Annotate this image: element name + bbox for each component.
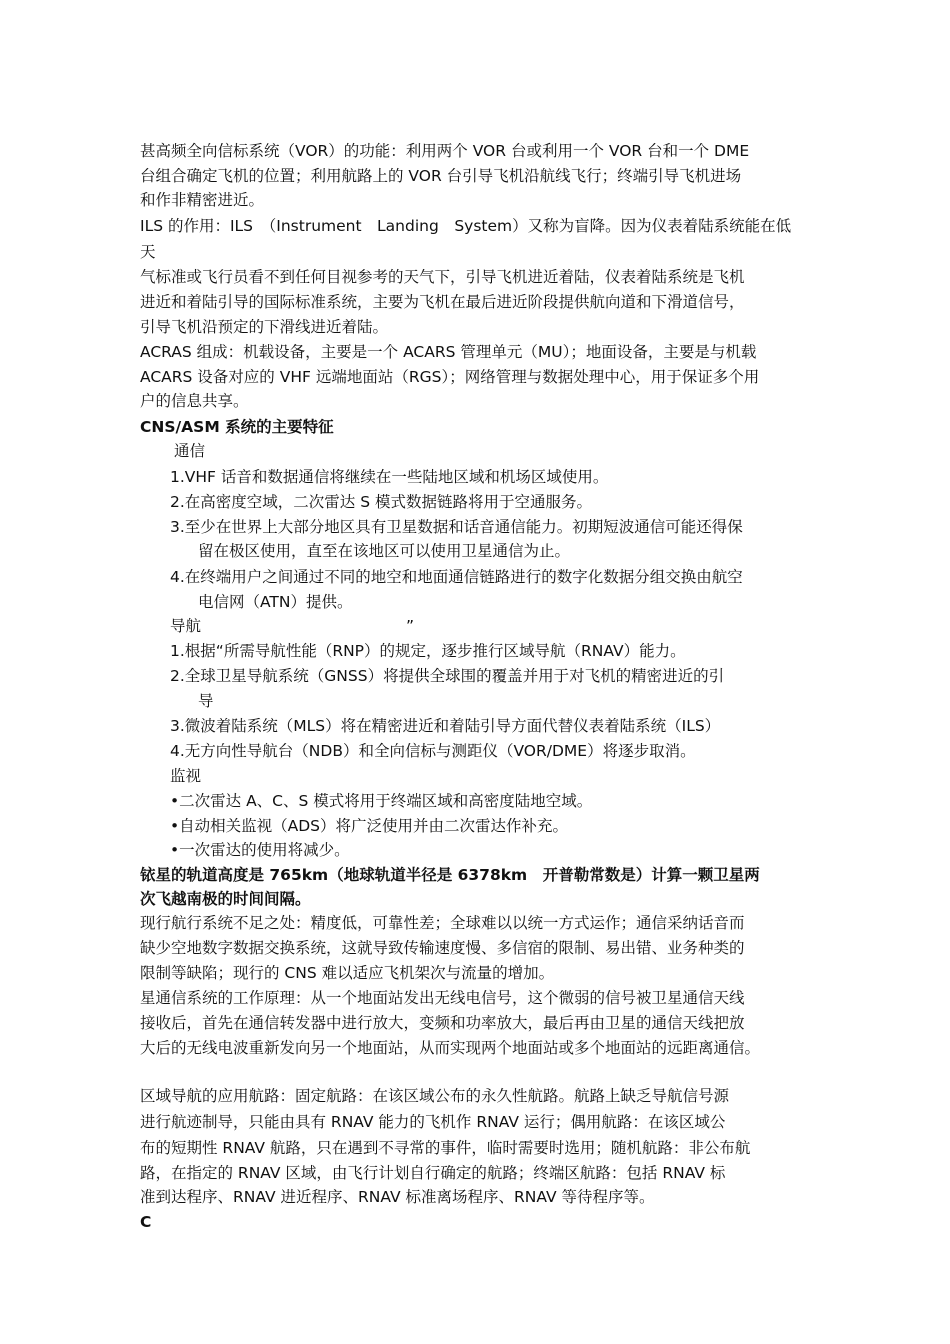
ils-text-line: 引导飞机沿预定的下滑线进近着陆。 [140, 318, 389, 336]
comm-subheading: 通信 [174, 442, 206, 460]
nav-item: 2.全球卫星导航系统（GNSS）将提供全球围的覆盖并用于对飞机的精密进近的引 [170, 667, 725, 685]
comm-item-continuation: 留在极区使用，直至在该地区可以使用卫星通信为止。 [198, 542, 571, 560]
comm-item: 3.至少在世界上大部分地区具有卫星数据和话音通信能力。初期短波通信可能还得保 [170, 518, 743, 536]
ils-text-line: 气标准或飞行员看不到任何目视参考的天气下，引导飞机进近着陆，仪表着陆系统是飞机 [140, 268, 745, 286]
nav-item: 1.根据“所需导航性能（RNP）的规定，逐步推行区域导航（RNAV）能力。 [170, 642, 686, 660]
nav-subheading: 导航 [170, 617, 202, 635]
surv-item: •自动相关监视（ADS）将广泛使用并由二次雷达作补充。 [170, 817, 569, 835]
rnav-text-line: 区域导航的应用航路：固定航路：在该区域公布的永久性航路。航路上缺乏导航信号源 [140, 1087, 730, 1105]
ils-text-line: 进近和着陆引导的国际标准系统，主要为飞机在最后进近阶段提供航向道和下滑道信号， [140, 293, 745, 311]
shortcomings-text-line: 缺少空地数字数据交换系统，这就导致传输速度慢、多信宿的限制、易出错、业务种类的 [140, 939, 745, 957]
nav-item: 4.无方向性导航台（NDB）和全向信标与测距仪（VOR/DME）将逐步取消。 [170, 742, 696, 760]
comm-item: 2.在高密度空域，二次雷达 S 模式数据链路将用于空通服务。 [170, 493, 592, 511]
nav-item-continuation: 导 [198, 692, 214, 710]
stray-quote-mark: ” [406, 617, 415, 635]
acars-text-line: ACARS 设备对应的 VHF 远端地面站（RGS）；网络管理与数据处理中心，用于保证多个用 [140, 368, 760, 386]
cns-heading: CNS/ASM 系统的主要特征 [140, 418, 334, 436]
comm-item: 4.在终端用户之间通过不同的地空和地面通信链路进行的数字化数据分组交换由航空 [170, 568, 743, 586]
shortcomings-text-line: 现行航行系统不足之处：精度低，可靠性差；全球难以以统一方式运作；通信采纳话音而 [140, 914, 745, 932]
shortcomings-text-line: 限制等缺陷；现行的 CNS 难以适应飞机架次与流量的增加。 [140, 964, 555, 982]
satcom-text-line: 接收后，首先在通信转发器中进行放大，变频和功率放大，最后再由卫星的通信天线把放 [140, 1014, 745, 1032]
rnav-text-line: 准到达程序、RNAV 进近程序、RNAV 标准离场程序、RNAV 等待程序等。 [140, 1188, 655, 1206]
vor-text-line: 甚高频全向信标系统（VOR）的功能：利用两个 VOR 台或利用一个 VOR 台和一个 DME [140, 142, 750, 160]
vor-text-line: 和作非精密进近。 [140, 191, 265, 209]
section-letter: C [140, 1213, 152, 1231]
comm-item-continuation: 电信网（ATN）提供。 [198, 593, 353, 611]
rnav-text-line: 进行航迹制导，只能由具有 RNAV 能力的飞机作 RNAV 运行；偶用航路：在该区域公 [140, 1113, 726, 1131]
acars-text-line: ACRAS 组成：机载设备，主要是一个 ACARS 管理单元（MU）；地面设备，主要是与机载 [140, 343, 757, 361]
surv-item: •二次雷达 A、C、S 模式将用于终端区域和高密度陆地空域。 [170, 792, 593, 810]
iridium-question: 次飞越南极的时间间隔。 [140, 890, 311, 908]
ils-text-line: 天 [140, 243, 156, 261]
rnav-text-line: 布的短期性 RNAV 航路，只在遇到不寻常的事件，临时需要时选用；随机航路：非公布航 [140, 1139, 751, 1157]
nav-item: 3.微波着陆系统（MLS）将在精密进近和着陆引导方面代替仪表着陆系统（ILS） [170, 717, 721, 735]
ils-text-line: ILS 的作用：ILS （Instrument Landing System）又称为盲降。因为仪表着陆系统能在低 [140, 217, 792, 235]
satcom-text-line: 大后的无线电波重新发向另一个地面站，从而实现两个地面站或多个地面站的远距离通信。 [140, 1039, 761, 1057]
rnav-text-line: 路，在指定的 RNAV 区域，由飞行计划自行确定的航路；终端区航路：包括 RNAV 标 [140, 1164, 726, 1182]
acars-text-line: 户的信息共享。 [140, 392, 249, 410]
iridium-question: 铱星的轨道高度是 765km（地球轨道半径是 6378km 开普勒常数是）计算一颗卫星两 [140, 866, 760, 884]
satcom-text-line: 星通信系统的工作原理：从一个地面站发出无线电信号，这个微弱的信号被卫星通信天线 [140, 989, 745, 1007]
surv-item: •一次雷达的使用将减少。 [170, 841, 350, 859]
vor-text-line: 台组合确定飞机的位置；利用航路上的 VOR 台引导飞机沿航线飞行；终端引导飞机进场 [140, 167, 742, 185]
surv-subheading: 监视 [170, 767, 202, 785]
comm-item: 1.VHF 话音和数据通信将继续在一些陆地区域和机场区域使用。 [170, 468, 609, 486]
